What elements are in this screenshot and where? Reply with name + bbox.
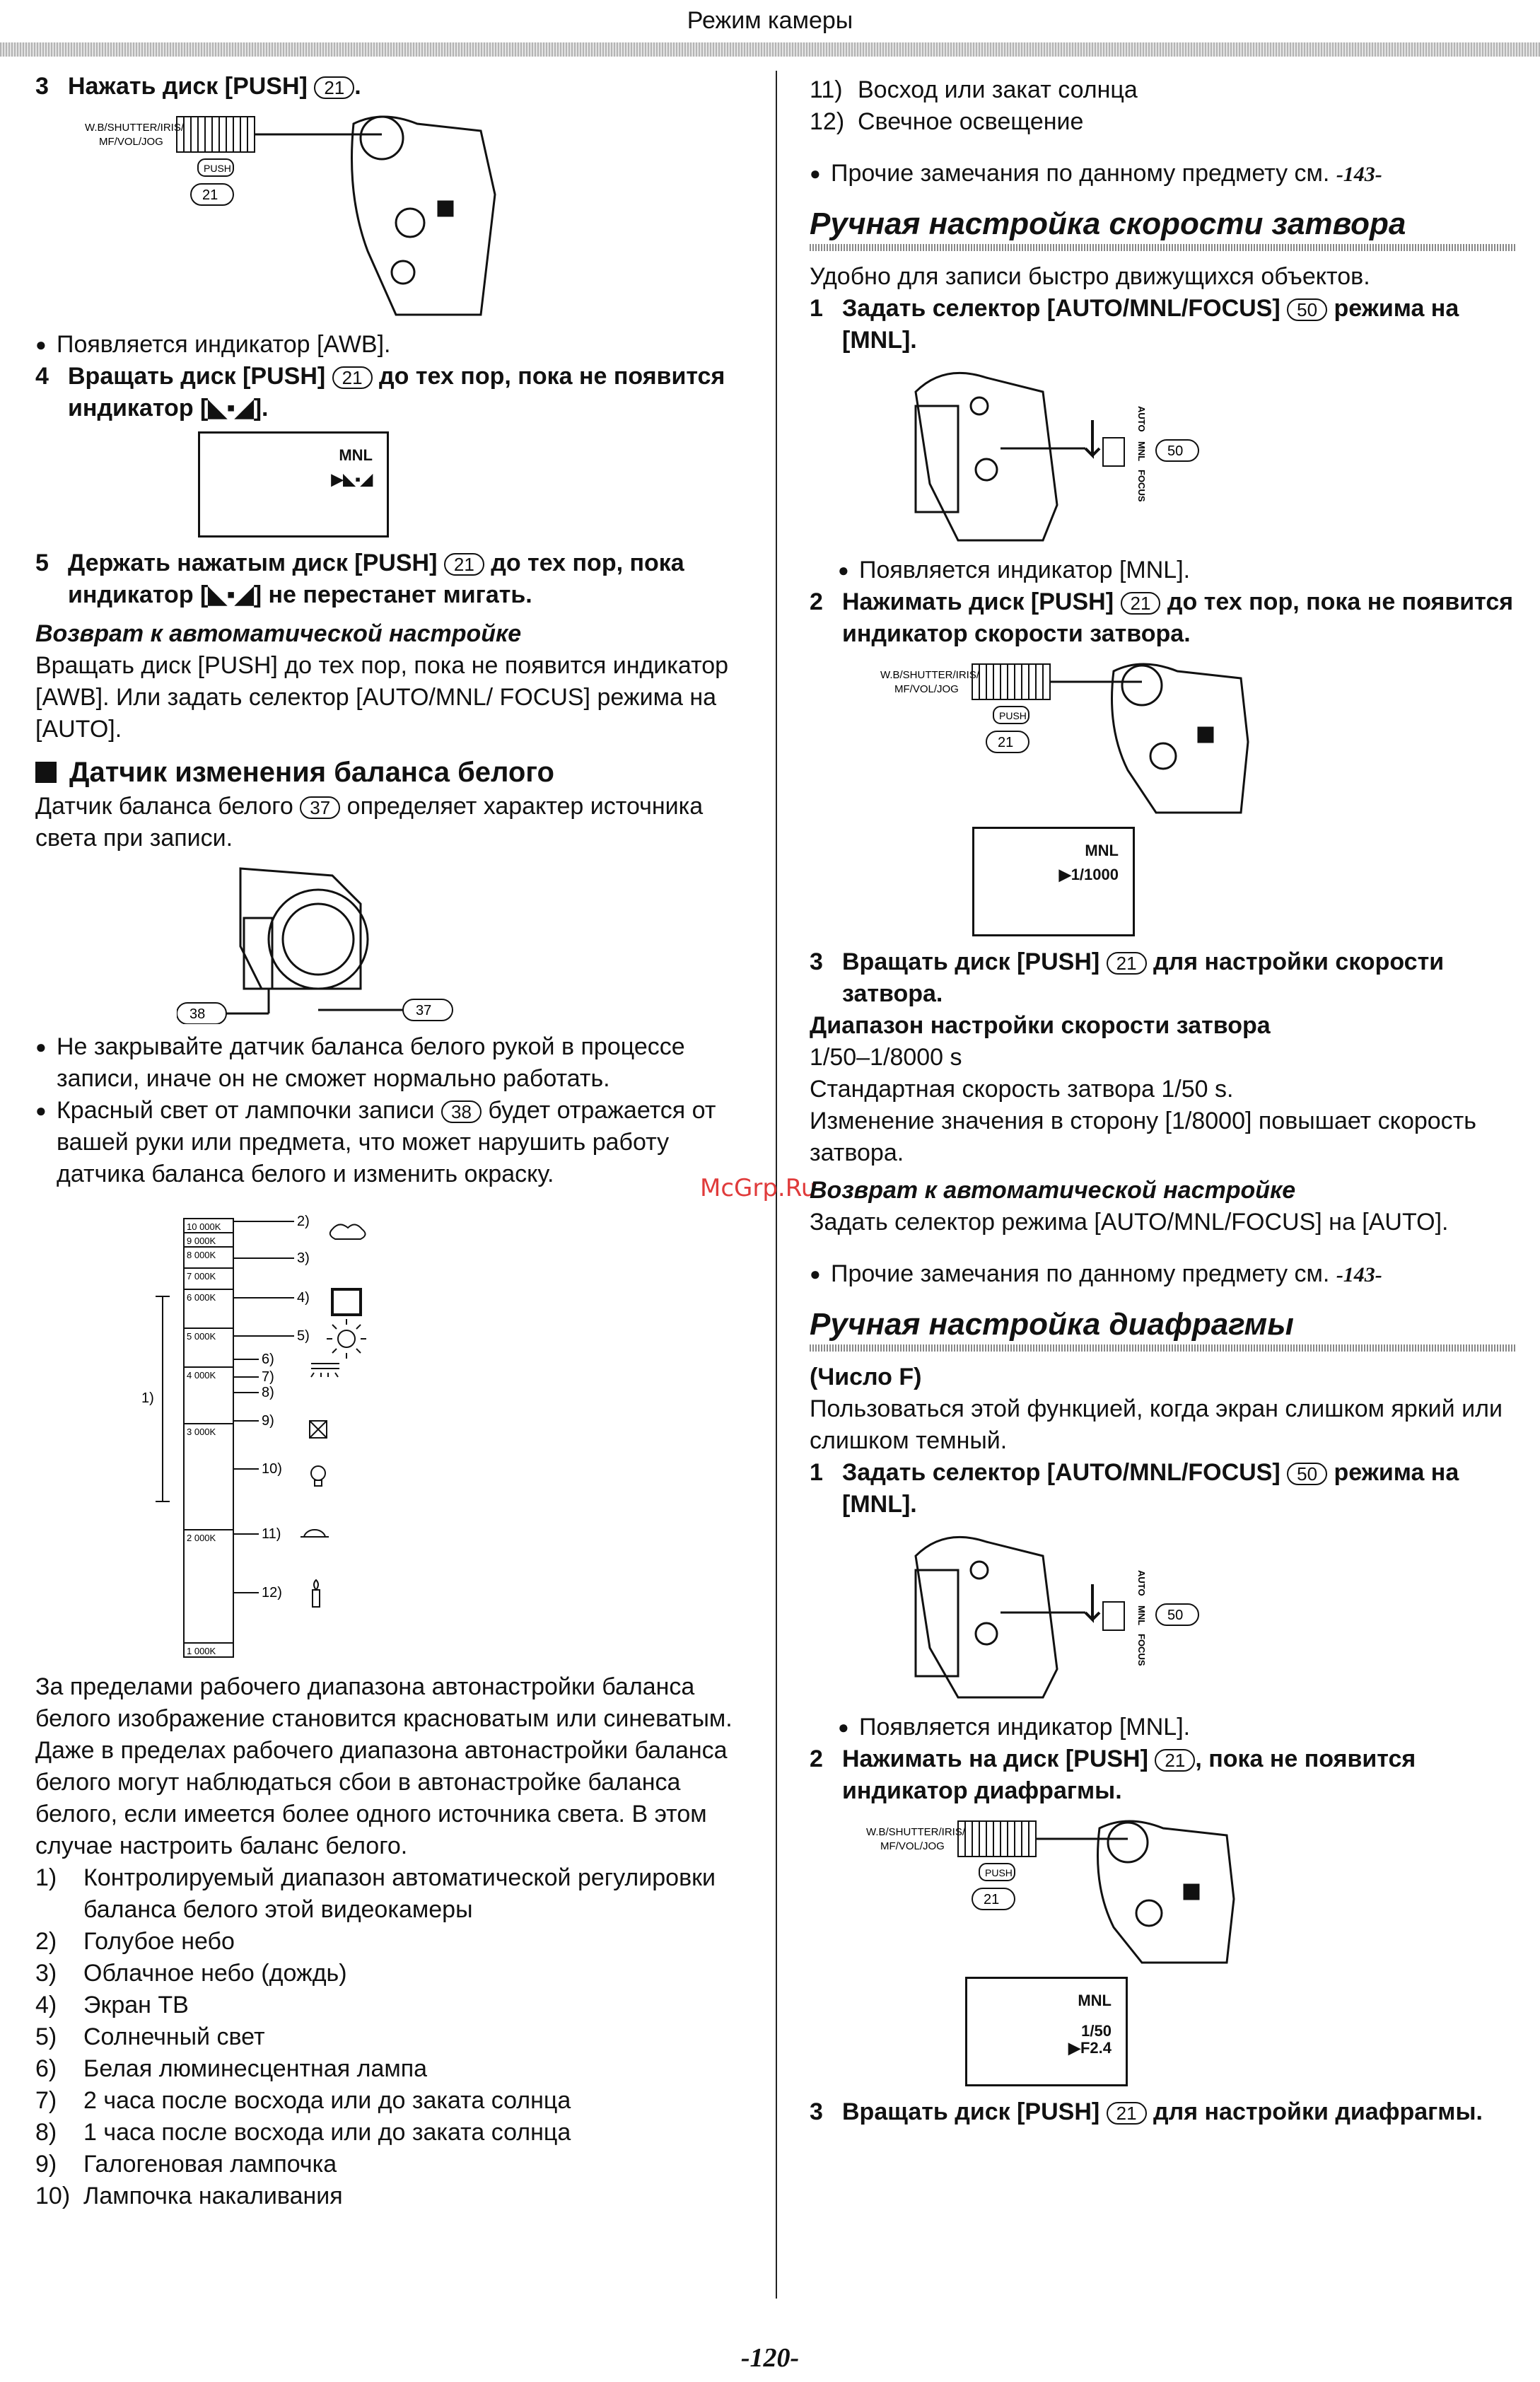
push-label: PUSH xyxy=(204,163,231,174)
sunset-icon xyxy=(301,1530,329,1537)
list-item-text: 2 часа после восхода или до заката солнца xyxy=(83,2087,571,2114)
page-number: -120- xyxy=(740,2343,800,2373)
sun-icon xyxy=(338,1330,355,1347)
sun-rays xyxy=(327,1319,366,1359)
list-item xyxy=(35,1989,749,2021)
iris-step-2: 2 Нажимать на диск [PUSH] 21 , пока не появится индикатор диафрагмы. xyxy=(810,1745,1416,1804)
kelvin-tick-label: 7 000K xyxy=(187,1271,216,1282)
kelvin-range-label: 1) xyxy=(141,1390,154,1406)
iris-subtitle: (Число F) xyxy=(810,1364,922,1390)
dial-label-2: MF/VOL/JOG xyxy=(880,1840,945,1852)
list-item-number: 2) xyxy=(35,1928,57,1955)
legend-list-continued xyxy=(810,74,1517,138)
outside-range-text: За пределами рабочего диапазона автонастройки баланса белого изображение становится красноватым или синеватым. Даже в пределах рабочего диапазона автонастройки баланса белого могут наблюдаться сбои в автонастройке баланса белого, если имеется более одного источника света. В этом случае настроить баланс белого. xyxy=(35,1673,733,1859)
list-item-text: Солнечный свет xyxy=(83,2023,265,2050)
ref-50-label: 50 xyxy=(1167,1608,1184,1623)
shutter-range-heading: Диапазон настройки скорости затвора xyxy=(810,1012,1271,1039)
ref-50: 50 xyxy=(1287,298,1327,321)
list-item-number: 3) xyxy=(35,1960,57,1987)
selector-switch xyxy=(1103,1602,1124,1630)
list-item xyxy=(35,2085,749,2117)
bullet-mnl-indicator: ● Появляется индикатор [MNL]. xyxy=(838,1712,1517,1743)
ref-21-label: 21 xyxy=(984,1892,1000,1907)
sensor-heading: Датчик изменения баланса белого xyxy=(35,754,749,791)
list-item xyxy=(35,2180,749,2212)
ref-50: 50 xyxy=(1287,1463,1327,1485)
section-underline xyxy=(810,1344,1517,1352)
dial-ridges xyxy=(177,117,255,152)
halogen-cross xyxy=(310,1421,327,1438)
camera-dial-illustration xyxy=(880,657,1305,820)
dial-ridges xyxy=(972,664,1050,699)
dial-figure xyxy=(85,110,749,322)
lcd-screen: MNL ▶◣▪◢ xyxy=(198,431,389,538)
shutter-return-heading: Возврат к автоматической настройке xyxy=(810,1177,1296,1204)
list-item xyxy=(35,1862,749,1926)
list-item-number: 9) xyxy=(35,2151,57,2178)
page-xref: -143- xyxy=(1336,163,1382,186)
kelvin-tick-label: 2 000K xyxy=(187,1533,216,1543)
selector-focus-label: FOCUS xyxy=(1136,1634,1147,1666)
list-item-text: Облачное небо (дождь) xyxy=(83,1960,347,1987)
kelvin-range-label: 9) xyxy=(262,1413,274,1429)
shutter-range-value: 1/50–1/8000 s xyxy=(810,1044,962,1071)
kelvin-tick-label: 6 000K xyxy=(187,1292,216,1303)
ref-21: 21 xyxy=(444,553,484,576)
section-underline xyxy=(810,244,1517,251)
dial-label-1: W.B/SHUTTER/IRIS/ xyxy=(866,1826,966,1838)
bullet-cover-sensor: ● Не закрывайте датчик баланса белого рукой в процессе записи, иначе он не сможет нормально работать. xyxy=(35,1031,749,1095)
watermark: McGrp.Ru xyxy=(700,1174,817,1202)
kelvin-scale-figure xyxy=(141,1212,749,1664)
list-item xyxy=(35,2117,749,2149)
ref-21: 21 xyxy=(1121,592,1161,615)
shutter-return-text: Задать селектор режима [AUTO/MNL/FOCUS] на [AUTO]. xyxy=(810,1209,1449,1236)
ref-21: 21 xyxy=(1107,2102,1147,2125)
iris-step-3: 3 Вращать диск [PUSH] 21 для настройки диафрагмы. xyxy=(810,2098,1483,2125)
shutter-dial-figure xyxy=(880,657,1517,820)
camera-body-icon xyxy=(1112,664,1249,813)
list-item-text: Восход или закат солнца xyxy=(858,76,1138,103)
selector-focus-label: FOCUS xyxy=(1136,470,1147,502)
light-source-icons xyxy=(301,1224,366,1607)
kelvin-labels xyxy=(141,1214,310,1600)
kelvin-range-label: 11) xyxy=(262,1526,281,1542)
list-item xyxy=(35,2149,749,2180)
kelvin-tick-label: 5 000K xyxy=(187,1331,216,1342)
list-item xyxy=(35,2021,749,2053)
shutter-intro: Удобно для записи быстро движущихся объектов. xyxy=(810,263,1370,290)
bullet-awb-indicator: ● Появляется индикатор [AWB]. xyxy=(35,329,749,361)
list-item-text: Экран ТВ xyxy=(83,1992,189,2018)
list-item-text: Белая люминесцентная лампа xyxy=(83,2055,428,2082)
list-item-number: 11) xyxy=(810,76,843,103)
page-header-title: Режим камеры xyxy=(687,7,853,34)
bullet-mnl-indicator: ● Появляется индикатор [MNL]. xyxy=(838,554,1517,586)
ref-50-label: 50 xyxy=(1167,443,1184,459)
sensor-illustration xyxy=(177,861,530,1024)
camera-body-icon xyxy=(1098,1821,1235,1963)
camera-body-icon xyxy=(352,117,496,315)
down-arrow-icon xyxy=(1085,420,1099,455)
list-item xyxy=(810,74,1517,106)
ref-37: 37 xyxy=(300,796,340,819)
selector-mnl-label: MNL xyxy=(1136,1605,1147,1626)
ref-21-label: 21 xyxy=(998,735,1014,750)
bulb-base xyxy=(315,1480,322,1486)
kelvin-range-label: 10) xyxy=(262,1461,282,1477)
camera-body-icon xyxy=(916,1537,1057,1697)
camera-dial-illustration xyxy=(85,110,509,322)
kelvin-tick-label: 8 000K xyxy=(187,1250,216,1260)
manual-wb-icon: ◣▪◢ xyxy=(343,470,373,488)
dial-label-1: W.B/SHUTTER/IRIS/ xyxy=(880,669,980,681)
list-item-number: 4) xyxy=(35,1992,57,2018)
selector-illustration xyxy=(902,1528,1227,1704)
iris-intro: Пользоваться этой функцией, когда экран слишком яркий или слишком темный. xyxy=(810,1395,1503,1454)
kelvin-tick-label: 9 000K xyxy=(187,1236,216,1246)
ref-37-label: 37 xyxy=(416,1003,432,1018)
manual-wb-icon: ◣▪◢ xyxy=(208,395,254,422)
list-item-text: Контролируемый диапазон автоматической регулировки баланса белого этой видеокамеры xyxy=(83,1864,716,1923)
dial-ridges xyxy=(958,1821,1036,1857)
list-item-text: 1 часа после восхода или до заката солнца xyxy=(83,2119,571,2146)
list-item xyxy=(810,106,1517,138)
iris-dial-figure xyxy=(866,1814,1517,1970)
lcd-screen: MNL ▶1/1000 xyxy=(972,827,1135,936)
tv-icon xyxy=(332,1289,361,1315)
manual-wb-icon: ◣▪◢ xyxy=(208,581,254,608)
shutter-selector-figure xyxy=(902,364,1517,547)
list-item xyxy=(35,1926,749,1958)
selector-auto-label: AUTO xyxy=(1136,1570,1147,1596)
kelvin-range-label: 2) xyxy=(297,1214,310,1229)
kelvin-tick-label: 10 000K xyxy=(187,1221,221,1232)
bullet-red-light: ● Красный свет от лампочки записи 38 будет отражается от вашей руки или предмета, что может нарушить работу датчика баланса белого и изменить окраску. xyxy=(35,1095,749,1190)
kelvin-tick-label: 3 000K xyxy=(187,1427,216,1437)
page-xref: -143- xyxy=(1336,1263,1382,1286)
shutter-step-3: 3 Вращать диск [PUSH] 21 для настройки скорости затвора. xyxy=(810,948,1445,1007)
list-item-text: Галогеновая лампочка xyxy=(83,2151,337,2178)
list-item-number: 5) xyxy=(35,2023,57,2050)
cloud-icon xyxy=(330,1224,366,1239)
selector-mnl-label: MNL xyxy=(1136,441,1147,462)
dial-label-2: MF/VOL/JOG xyxy=(894,683,959,695)
iris-step-1: 1 Задать селектор [AUTO/MNL/FOCUS] 50 режима на [MNL]. xyxy=(810,1459,1459,1518)
legend-list xyxy=(35,1862,749,2212)
list-item-number: 8) xyxy=(35,2119,57,2146)
list-item xyxy=(35,2053,749,2085)
ref-38-label: 38 xyxy=(189,1006,206,1022)
left-column xyxy=(35,71,749,2212)
ref-21: 21 xyxy=(1107,952,1147,975)
camera-lens-icon xyxy=(240,868,368,989)
header-band xyxy=(0,42,1540,57)
dial-label-2: MF/VOL/JOG xyxy=(99,136,163,148)
bullet-other-notes: ● Прочие замечания по данному предмету см. -143- xyxy=(810,158,1517,190)
iris-selector-figure xyxy=(902,1528,1517,1704)
sensor-figure xyxy=(177,861,749,1024)
right-column xyxy=(810,74,1517,2128)
ref-21: 21 xyxy=(314,76,354,99)
bullet-other-notes: ● Прочие замечания по данному предмету см. -143- xyxy=(810,1258,1517,1291)
list-item-number: 12) xyxy=(810,108,845,135)
lcd-screen: MNL 1/50 ▶F2.4 xyxy=(965,1977,1128,2086)
list-item-text: Голубое небо xyxy=(83,1928,235,1955)
return-auto-text: Вращать диск [PUSH] до тех пор, пока не появится индикатор [AWB]. Или задать селектор [AUTO/MNL/ FOCUS] режима на [AUTO]. xyxy=(35,652,729,743)
shutter-screen-figure xyxy=(972,827,1135,936)
ref-38: 38 xyxy=(441,1100,482,1123)
camera-dial-illustration xyxy=(866,1814,1290,1970)
push-label: PUSH xyxy=(999,710,1027,721)
kelvin-range-label: 3) xyxy=(297,1250,310,1266)
kelvin-tick-label: 1 000K xyxy=(187,1646,216,1656)
iris-section-title: Ручная настройка диафрагмы xyxy=(810,1307,1294,1342)
ref-21: 21 xyxy=(332,366,373,389)
down-arrow-icon xyxy=(1085,1584,1099,1620)
shutter-section-title: Ручная настройка скорости затвора xyxy=(810,207,1406,241)
incandescent-bulb-icon xyxy=(311,1466,325,1480)
candle-flame xyxy=(314,1580,318,1590)
shutter-step-2: 2 Нажимать диск [PUSH] 21 до тех пор, пока не появится индикатор скорости затвора. xyxy=(810,588,1514,647)
step-5-hold-dial: 5 Держать нажатым диск [PUSH] 21 до тех пор, пока индикатор [◣▪◢] не перестанет мигать. xyxy=(35,550,684,608)
kelvin-range-label: 7) xyxy=(262,1369,274,1385)
square-bullet-icon xyxy=(35,762,57,783)
selector-auto-label: AUTO xyxy=(1136,406,1147,432)
ref-21-label: 21 xyxy=(202,187,218,203)
kelvin-range-label: 4) xyxy=(297,1290,310,1306)
sensor-text: Датчик баланса белого 37 определяет характер источника света при записи. xyxy=(35,793,704,852)
shutter-change-text: Изменение значения в сторону [1/8000] повышает скорость затвора. xyxy=(810,1108,1476,1166)
kelvin-tick-label: 4 000K xyxy=(187,1370,216,1381)
kelvin-bar xyxy=(184,1219,233,1657)
shutter-step-1: 1 Задать селектор [AUTO/MNL/FOCUS] 50 режима на [MNL]. xyxy=(810,295,1459,354)
candle-icon xyxy=(313,1590,320,1607)
kelvin-ticks xyxy=(184,1219,233,1656)
list-item-text: Свечное освещение xyxy=(858,108,1084,135)
dial-label-1: W.B/SHUTTER/IRIS/ xyxy=(85,122,185,134)
list-item-number: 1) xyxy=(35,1864,57,1891)
selector-switch xyxy=(1103,438,1124,466)
list-item-number: 10) xyxy=(35,2183,71,2209)
kelvin-range-label: 12) xyxy=(262,1585,282,1600)
return-auto-heading: Возврат к автоматической настройке xyxy=(35,620,522,647)
kelvin-range-label: 6) xyxy=(262,1352,274,1367)
list-item-number: 7) xyxy=(35,2087,57,2114)
kelvin-range-label: 8) xyxy=(262,1385,274,1400)
kelvin-scale-diagram xyxy=(141,1212,495,1664)
step-3-press-dial: 3 Нажать диск [PUSH] 21 . xyxy=(35,73,361,100)
fluorescent-lamp-icon xyxy=(311,1364,339,1377)
step-4-rotate-dial: 4 Вращать диск [PUSH] 21 до тех пор, пока не появится индикатор [◣▪◢]. xyxy=(35,363,725,422)
screen-figure-wb xyxy=(198,431,389,538)
selector-illustration xyxy=(902,364,1227,547)
kelvin-range-label: 5) xyxy=(297,1328,310,1344)
list-item-number: 6) xyxy=(35,2055,57,2082)
list-item xyxy=(35,1958,749,1989)
ref-21: 21 xyxy=(1155,1749,1195,1772)
shutter-standard-speed: Стандартная скорость затвора 1/50 s. xyxy=(810,1076,1234,1103)
list-item-text: Лампочка накаливания xyxy=(83,2183,343,2209)
push-label: PUSH xyxy=(985,1867,1013,1878)
camera-body-icon xyxy=(916,373,1057,540)
iris-screen-figure xyxy=(965,1977,1128,2086)
